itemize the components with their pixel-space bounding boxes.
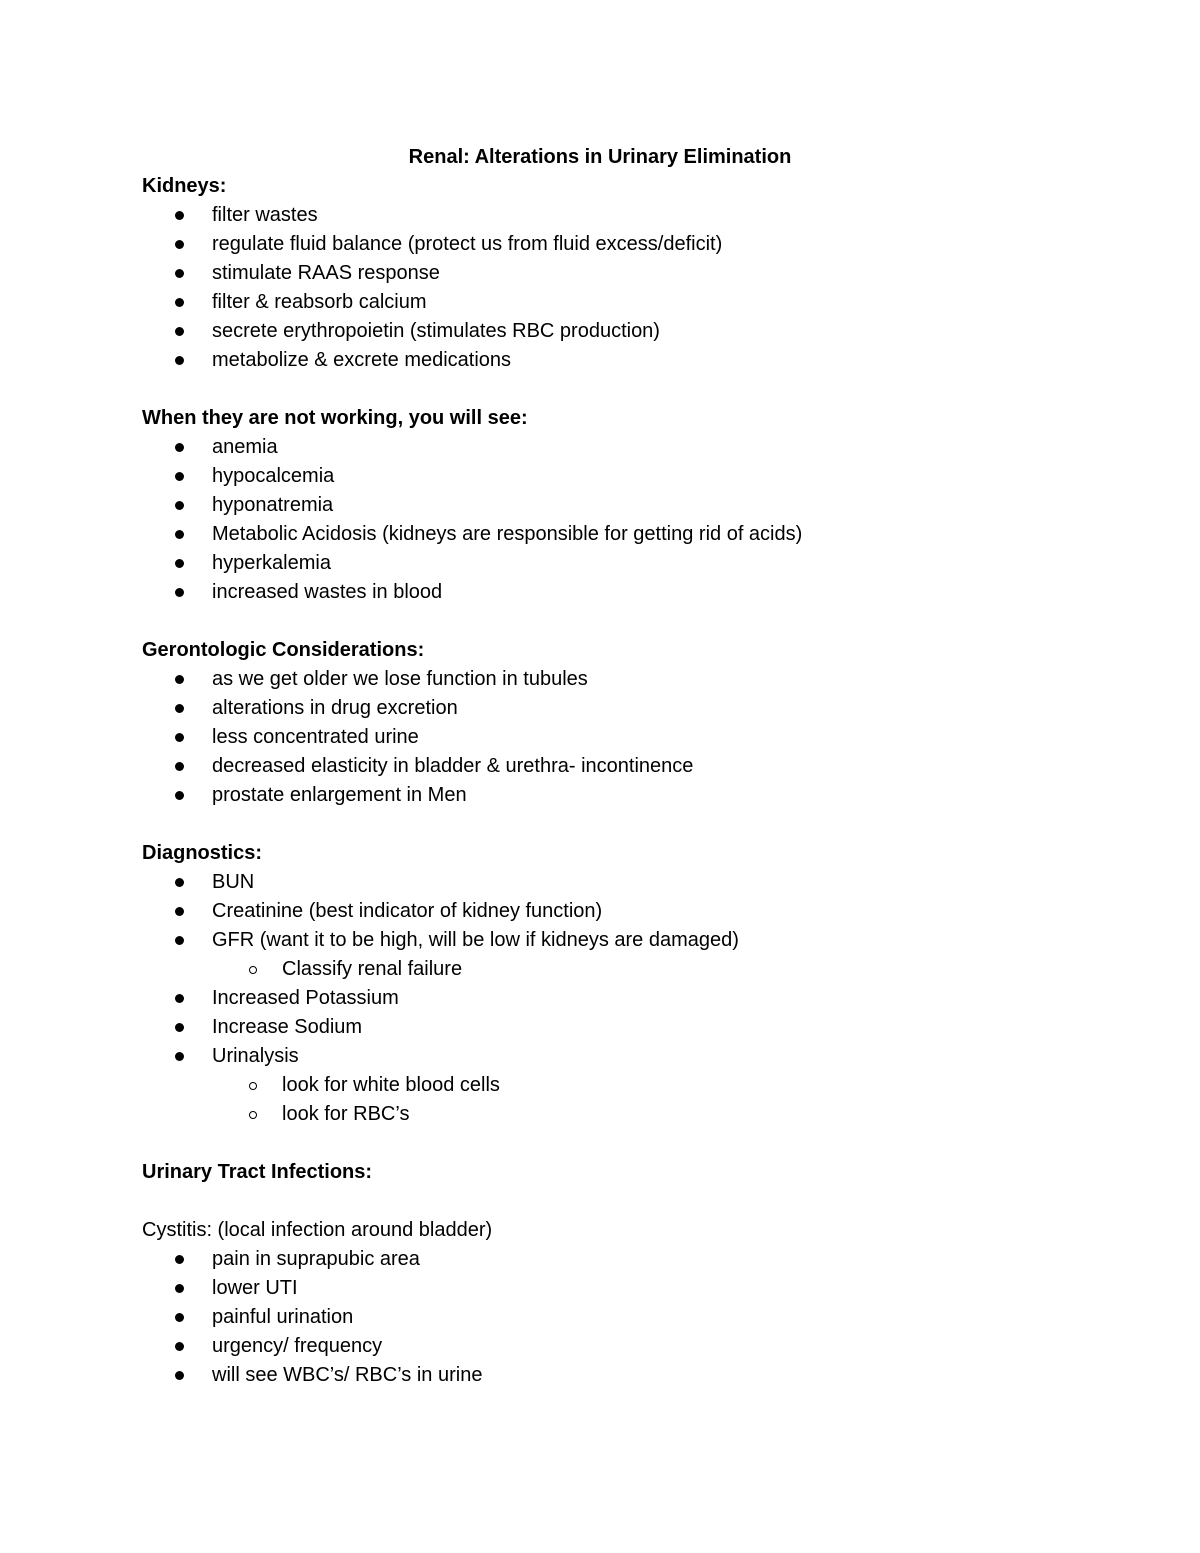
spacer — [142, 607, 1062, 636]
section-heading: Kidneys: — [142, 175, 227, 197]
circle-bullet-icon — [249, 1082, 257, 1090]
list-item — [142, 926, 1062, 984]
list-item — [142, 317, 1062, 346]
sub-list-item — [212, 1100, 1062, 1129]
bullet-icon — [175, 704, 184, 713]
list-item — [142, 868, 1062, 897]
list-item-text: hyponatremia — [212, 494, 334, 516]
circle-bullet-icon — [249, 1111, 257, 1119]
list-item — [142, 781, 1062, 810]
sub-list-item-text: look for RBC’s — [282, 1103, 410, 1125]
sub-list-item-text: Classify renal failure — [282, 958, 463, 980]
bullet-icon — [175, 936, 184, 945]
section-heading-uti: Urinary Tract Infections: — [142, 1161, 373, 1183]
bullet-icon — [175, 559, 184, 568]
list-item-text: Increase Sodium — [212, 1016, 363, 1038]
list-item — [142, 1274, 1062, 1303]
sub-list-item — [212, 1071, 1062, 1100]
list-item — [142, 201, 1062, 230]
list-item-text: pain in suprapubic area — [212, 1248, 420, 1270]
document-title: Renal: Alterations in Urinary Elimination — [408, 146, 792, 168]
list-item — [142, 549, 1062, 578]
list-item — [142, 433, 1062, 462]
bullet-icon — [175, 1313, 184, 1322]
bullet-icon — [175, 1023, 184, 1032]
list-item-text: Metabolic Acidosis (kidneys are responsible for getting rid of acids) — [212, 523, 803, 545]
list-item — [142, 723, 1062, 752]
bullet-icon — [175, 878, 184, 887]
bullet-icon — [175, 907, 184, 916]
list-item — [142, 897, 1062, 926]
bullet-icon — [175, 1052, 184, 1061]
bullet-icon — [175, 1255, 184, 1264]
section-list — [142, 868, 1062, 1129]
list-item — [142, 1245, 1062, 1274]
list-item-text: decreased elasticity in bladder & urethra- incontinence — [212, 755, 694, 777]
list-item — [142, 984, 1062, 1013]
list-item — [142, 346, 1062, 375]
bullet-icon — [175, 1342, 184, 1351]
list-item-text: less concentrated urine — [212, 726, 419, 748]
bullet-icon — [175, 269, 184, 278]
list-item-text: filter wastes — [212, 204, 318, 226]
sub-list-item-text: look for white blood cells — [282, 1074, 500, 1096]
list-item-text: as we get older we lose function in tubules — [212, 668, 588, 690]
list-item-text: hypocalcemia — [212, 465, 335, 487]
list-item — [142, 288, 1062, 317]
bullet-icon — [175, 240, 184, 249]
list-item-text: alterations in drug excretion — [212, 697, 458, 719]
section-heading-cystitis: Cystitis: (local infection around bladder) — [142, 1219, 493, 1241]
list-item-text: BUN — [212, 871, 255, 893]
list-item — [142, 694, 1062, 723]
list-item-text: secrete erythropoietin (stimulates RBC production) — [212, 320, 660, 342]
sub-list-item — [212, 955, 1062, 984]
list-item-text: hyperkalemia — [212, 552, 331, 574]
spacer — [142, 1129, 1062, 1158]
bullet-icon — [175, 472, 184, 481]
bullet-icon — [175, 791, 184, 800]
list-item-text: filter & reabsorb calcium — [212, 291, 427, 313]
bullet-icon — [175, 588, 184, 597]
sections-container — [142, 172, 1062, 1158]
list-item-text: will see WBC’s/ RBC’s in urine — [212, 1364, 483, 1386]
list-item — [142, 1332, 1062, 1361]
bullet-icon — [175, 1371, 184, 1380]
section-list — [142, 433, 1062, 607]
list-item — [142, 491, 1062, 520]
spacer — [142, 1187, 1062, 1216]
list-item — [142, 665, 1062, 694]
list-item — [142, 520, 1062, 549]
bullet-icon — [175, 501, 184, 510]
bullet-icon — [175, 211, 184, 220]
list-item-text: increased wastes in blood — [212, 581, 443, 603]
section-list — [142, 201, 1062, 375]
list-item-text: Increased Potassium — [212, 987, 399, 1009]
sub-list — [212, 1071, 1062, 1129]
list-item-text: stimulate RAAS response — [212, 262, 440, 284]
circle-bullet-icon — [249, 966, 257, 974]
spacer — [142, 810, 1062, 839]
section-heading: Gerontologic Considerations: — [142, 639, 425, 661]
list-item — [142, 1303, 1062, 1332]
list-item-text: regulate fluid balance (protect us from fluid excess/deficit) — [212, 233, 723, 255]
list-item-text: anemia — [212, 436, 278, 458]
list-item-text: metabolize & excrete medications — [212, 349, 512, 371]
list-item-text: prostate enlargement in Men — [212, 784, 467, 806]
spacer — [142, 375, 1062, 404]
cystitis-list — [142, 1245, 1062, 1390]
list-item-text: GFR (want it to be high, will be low if kidneys are damaged) — [212, 929, 739, 951]
list-item-text: Creatinine (best indicator of kidney function) — [212, 900, 603, 922]
list-item — [142, 259, 1062, 288]
bullet-icon — [175, 530, 184, 539]
list-item — [142, 752, 1062, 781]
bullet-icon — [175, 733, 184, 742]
list-item-text: urgency/ frequency — [212, 1335, 383, 1357]
bullet-icon — [175, 327, 184, 336]
list-item — [142, 230, 1062, 259]
document-body — [142, 143, 1062, 1390]
bullet-icon — [175, 298, 184, 307]
sub-list — [212, 955, 1062, 984]
bullet-icon — [175, 675, 184, 684]
bullet-icon — [175, 443, 184, 452]
list-item-text: lower UTI — [212, 1277, 298, 1299]
list-item — [142, 462, 1062, 491]
bullet-icon — [175, 356, 184, 365]
bullet-icon — [175, 994, 184, 1003]
list-item-text: Urinalysis — [212, 1045, 299, 1067]
list-item — [142, 1361, 1062, 1390]
bullet-icon — [175, 1284, 184, 1293]
section-heading: Diagnostics: — [142, 842, 263, 864]
section-list — [142, 665, 1062, 810]
list-item-text: painful urination — [212, 1306, 354, 1328]
list-item — [142, 1042, 1062, 1129]
list-item — [142, 578, 1062, 607]
section-heading: When they are not working, you will see: — [142, 407, 528, 429]
list-item — [142, 1013, 1062, 1042]
bullet-icon — [175, 762, 184, 771]
